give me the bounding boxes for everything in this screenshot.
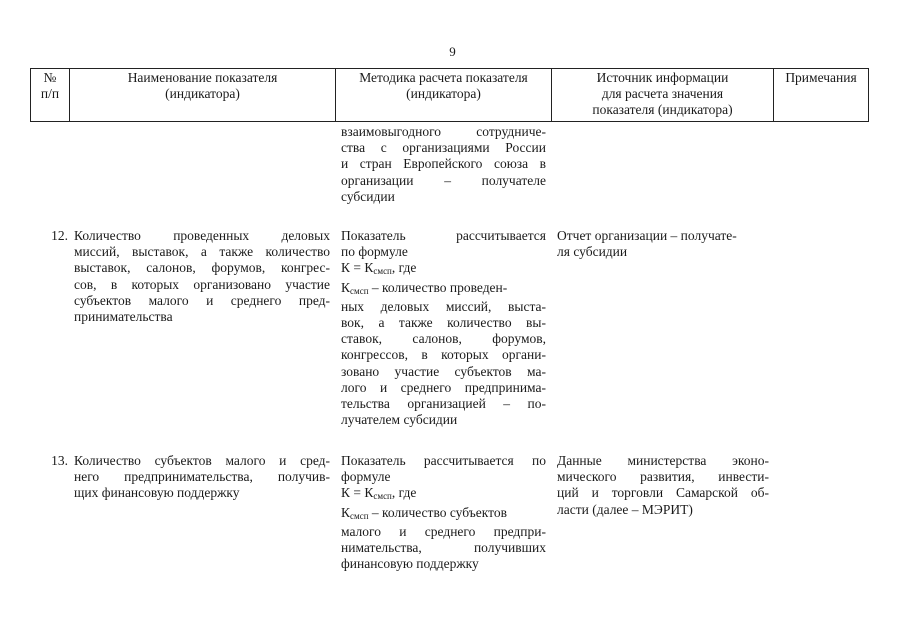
- method-line: ных деловых миссий, выста-: [341, 298, 546, 314]
- header-text: Источник информации: [596, 70, 729, 85]
- header-text: №: [43, 70, 57, 85]
- header-text: Методика расчета показателя: [359, 70, 528, 85]
- method-line: организации – получателе: [341, 172, 546, 188]
- method-line: субсидии: [341, 188, 395, 204]
- source-line: Данные министерства эконо-: [557, 453, 769, 468]
- definition-text: – количество проведен-: [368, 279, 508, 295]
- source-line: ласти (далее – МЭРИТ): [557, 501, 693, 517]
- header-col-note: [774, 68, 869, 122]
- row-12-source: [557, 228, 769, 260]
- definition-symbol: К: [341, 279, 351, 295]
- header-text: Примечания: [785, 70, 857, 85]
- formula-text: К = К: [341, 485, 374, 501]
- method-line: Показатель рассчитывается: [341, 228, 546, 243]
- name-line: щих финансовую поддержку: [74, 485, 240, 501]
- header-col-source: [552, 68, 774, 122]
- method-line: тельства организацией – по-: [341, 396, 546, 412]
- definition: [341, 505, 546, 524]
- formula-text: , где: [391, 485, 417, 501]
- formula-text: , где: [391, 260, 417, 276]
- method-line: Показатель рассчитывается по: [341, 453, 546, 468]
- definition-symbol: К: [341, 504, 351, 520]
- header-text: п/п: [40, 86, 60, 101]
- method-line: нимательства, получивших: [341, 540, 546, 556]
- header-text: (индикатора): [165, 86, 240, 101]
- method-line: вок, а также количество вы-: [341, 315, 546, 331]
- method-line: зовано участие субъектов ма-: [341, 363, 546, 379]
- name-line: него предпринимательства, получив-: [74, 469, 330, 485]
- method-line: лучателем субсидии: [341, 412, 458, 428]
- row-number: 13.: [51, 453, 68, 468]
- header-text: (индикатора): [406, 86, 481, 101]
- row-13-method: [341, 453, 546, 572]
- continuation-method: [341, 124, 546, 205]
- source-line: ля субсидии: [557, 244, 628, 260]
- formula: [341, 485, 546, 504]
- header-text: Наименование показателя: [127, 70, 278, 85]
- method-line: формуле: [341, 469, 391, 485]
- method-line: ства с организациями России: [341, 140, 546, 156]
- row-13-source: [557, 453, 769, 518]
- header-col-name: [70, 68, 336, 122]
- header-col-method: [336, 68, 552, 122]
- row-12-name: [74, 228, 330, 325]
- method-line: конгрессов, в которых органи-: [341, 347, 546, 363]
- formula: [341, 260, 546, 279]
- name-line: Количество проведенных деловых: [74, 228, 330, 243]
- source-line: ций и торговли Самарской об-: [557, 485, 769, 501]
- header-col-number: [30, 68, 70, 122]
- formula-text: К = К: [341, 260, 374, 276]
- formula-subscript: смсп: [373, 491, 392, 502]
- name-line: Количество субъектов малого и сред-: [74, 453, 330, 468]
- row-number: 12.: [51, 228, 68, 243]
- method-line: и стран Европейского союза в: [341, 156, 546, 172]
- method-line: малого и среднего предпри-: [341, 523, 546, 539]
- definition: [341, 280, 546, 299]
- method-line: по формуле: [341, 244, 408, 260]
- formula-subscript: смсп: [373, 266, 392, 277]
- page-number: 9: [449, 44, 456, 59]
- header-text: показателя (индикатора): [592, 102, 733, 117]
- name-line: сов, в которых организовано участие: [74, 276, 330, 292]
- name-line: выставок, салонов, форумов, конгрес-: [74, 260, 330, 276]
- name-line: субъектов малого и среднего пред-: [74, 292, 330, 308]
- row-13-name: [74, 453, 330, 502]
- method-line: ставок, салонов, форумов,: [341, 331, 546, 347]
- definition-subscript: смсп: [350, 510, 369, 521]
- source-line: мического развития, инвести-: [557, 469, 769, 485]
- method-line: финансовую поддержку: [341, 556, 479, 572]
- definition-text: – количество субъектов: [368, 504, 507, 520]
- row-12-method: [341, 228, 546, 428]
- name-line: принимательства: [74, 309, 173, 325]
- method-line: взаимовыгодного сотрудниче-: [341, 124, 546, 139]
- name-line: миссий, выставок, а также количество: [74, 244, 330, 260]
- header-text: для расчета значения: [601, 86, 724, 101]
- source-line: Отчет организации – получате-: [557, 228, 737, 243]
- definition-subscript: смсп: [350, 285, 369, 296]
- method-line: лого и среднего предпринима-: [341, 379, 546, 395]
